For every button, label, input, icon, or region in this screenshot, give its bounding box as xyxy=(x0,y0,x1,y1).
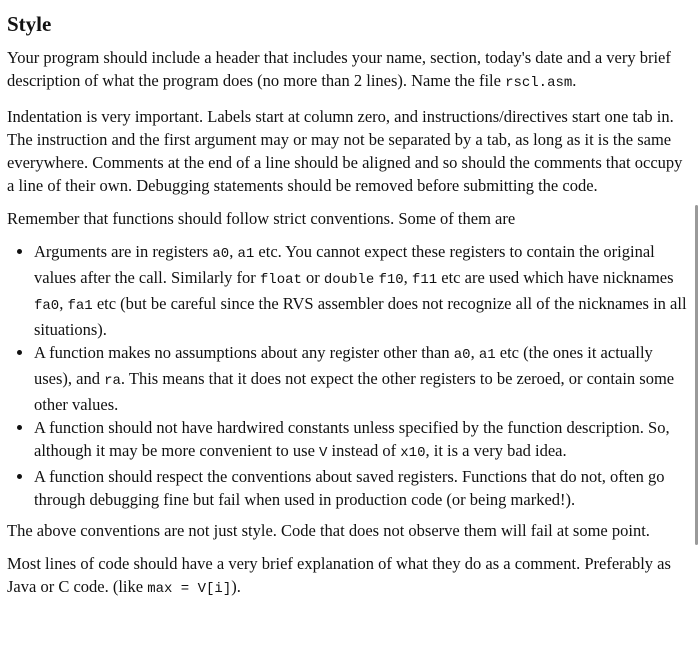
text-span: A function should not have hardwired constants unless specified by the function description. So, although it may be more convenient to use xyxy=(34,418,670,460)
filename-code: rscl.asm xyxy=(505,75,573,91)
text-span: , xyxy=(403,268,412,287)
text-span: or xyxy=(301,268,324,287)
code-span: a0 xyxy=(212,246,230,262)
list-item-constants xyxy=(34,416,693,465)
text-span: A function makes no assumptions about any register other than xyxy=(34,343,454,362)
text-span: etc (the ones it actually uses), and xyxy=(34,343,653,388)
example-code: max = V[i] xyxy=(147,581,232,597)
code-span: ra xyxy=(104,373,121,389)
comments-end: ). xyxy=(231,577,241,596)
code-span: V xyxy=(319,445,328,461)
code-span: a1 xyxy=(237,246,255,262)
code-span: f10 xyxy=(378,272,404,288)
code-span: float xyxy=(259,272,302,288)
text-span: etc are used which have nicknames xyxy=(437,268,674,287)
code-span: a0 xyxy=(453,347,471,363)
code-span: a1 xyxy=(478,347,496,363)
text-span: , xyxy=(229,242,238,261)
text-span: , xyxy=(59,294,68,313)
document xyxy=(7,0,693,611)
text-span: etc. You cannot expect these registers to contain the original values after the call. Similarly for xyxy=(34,242,655,287)
code-span: fa1 xyxy=(67,298,93,314)
conventions-note: The above conventions are not just style. Code that does not observe them will fail at some point. xyxy=(7,521,650,540)
text-span: , xyxy=(470,343,479,362)
comments-paragraph xyxy=(7,552,693,601)
header-end: . xyxy=(572,71,577,90)
code-span: f11 xyxy=(411,272,438,288)
header-text: Your program should include a header that includes your name, section, today's date and a very brief description of what the program does (no more than 2 lines). Name the file xyxy=(7,48,671,90)
header-paragraph xyxy=(7,46,693,95)
scrollbar[interactable] xyxy=(695,205,698,545)
comments-text: Most lines of code should have a very brief explanation of what they do as a comment. Preferably as Java or C code. (like xyxy=(7,554,671,596)
text-span: Arguments are in registers xyxy=(34,242,213,261)
conventions-intro: Remember that functions should follow strict conventions. Some of them are xyxy=(7,209,516,228)
code-span: fa0 xyxy=(34,298,60,314)
list-item-assumptions xyxy=(34,341,693,416)
list-item-arguments xyxy=(34,240,693,341)
code-span: x10 xyxy=(400,445,426,461)
indentation-paragraph: Indentation is very important. Labels start at column zero, and instructions/directives start one tab in. The instruction and the first argument may or may not be separated by a tab, as long as it is the same everywhere. Comments at the end of a line should be aligned and so should the comments that occupy a line of their own. Debugging statements should be removed before submitting the code. xyxy=(7,107,683,195)
text-span: , it is a very bad idea. xyxy=(425,441,567,460)
code-span: double xyxy=(323,272,375,288)
text-span: instead of xyxy=(327,441,401,460)
page-title: Style xyxy=(7,12,52,36)
text-span: etc (but be careful since the RVS assembler does not recognize all of the nicknames in all situations). xyxy=(34,294,687,339)
text-span: . This means that it does not expect the other registers to be zeroed, or contain some other values. xyxy=(34,369,675,414)
conventions-list xyxy=(7,240,693,511)
list-item-saved-registers: • A function should respect the conventions about saved registers. Functions that do not, often go through debugging fine but fail when used in production code (or being marked!). xyxy=(34,465,693,511)
